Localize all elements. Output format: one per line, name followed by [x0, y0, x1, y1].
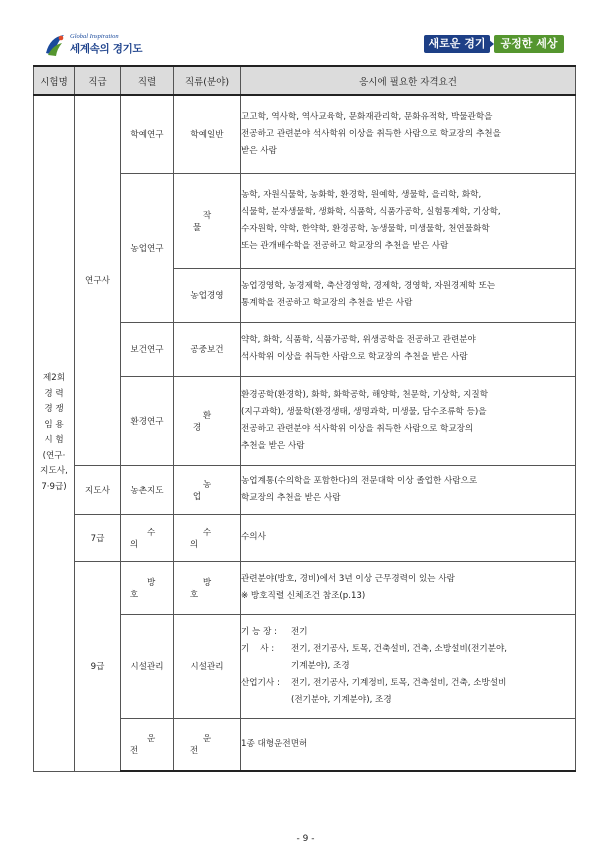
- requirement-line: 수의사: [241, 532, 266, 542]
- slogan-part-2: 공정한 세상: [494, 35, 564, 53]
- requirement-cell: [241, 173, 576, 268]
- series-cell: 학예연구: [121, 95, 174, 173]
- exam-name-line: 제2회: [42, 373, 66, 384]
- field-cell: 작 물: [174, 173, 241, 268]
- requirement-line: 추천을 받은 사람: [241, 440, 305, 451]
- requirement-line: 받은 사람: [241, 145, 277, 156]
- gyeonggi-logo: [44, 32, 174, 58]
- requirement-cell: [241, 322, 576, 376]
- series-cell: 보건연구: [121, 322, 174, 376]
- license-item: [241, 624, 575, 641]
- requirement-cell: [241, 376, 576, 465]
- requirement-cell: [241, 268, 576, 322]
- series-cell: 시설관리: [121, 614, 174, 718]
- requirement-line: 관련분야(방호, 경비)에서 3년 이상 근무경력이 있는 사람: [241, 573, 455, 584]
- exam-name-line: 시 험: [44, 435, 64, 446]
- requirement-cell: [241, 561, 576, 614]
- exam-name-line: (연구·: [42, 450, 66, 461]
- grade-cell: 연구사: [75, 95, 121, 465]
- exam-name-line: 경 력: [44, 388, 64, 399]
- grade-cell: 지도사: [75, 465, 121, 514]
- exam-name-line: 7·9급): [41, 481, 67, 492]
- license-value: (전기분야, 기계분야), 조경: [291, 694, 392, 705]
- header-series: 직렬: [121, 66, 174, 95]
- license-item: [241, 675, 575, 692]
- requirement-line: 전공하고 관련분야 석사학위 이상을 취득한 사람으로 학교장의: [241, 423, 474, 434]
- license-item: [241, 658, 575, 675]
- header-field: 직류(분야): [174, 66, 241, 95]
- field-cell: 방 호: [174, 561, 241, 614]
- requirement-line: 1종 대형운전면허: [241, 738, 308, 749]
- requirement-line: 전공하고 관련분야 석사학위 이상을 취득한 사람으로 학교장의 추천을: [241, 128, 501, 139]
- gyeonggi-emblem-icon: [44, 33, 66, 57]
- grade-cell: 9급: [75, 561, 121, 771]
- license-value: 전기: [291, 626, 308, 637]
- table-row: [34, 95, 576, 173]
- requirement-cell: [241, 465, 576, 514]
- requirement-line: 고고학, 역사학, 역사교육학, 문화재관리학, 문화유적학, 박물관학을: [241, 111, 493, 122]
- requirement-line: 석사학위 이상을 취득한 사람으로 학교장의 추천을 받은 사람: [241, 352, 468, 362]
- requirement-cell: [241, 614, 576, 718]
- exam-name-cell: [34, 95, 75, 771]
- requirement-line: 약학, 화학, 식품학, 식품가공학, 위생공학을 전공하고 관련분야: [241, 335, 476, 345]
- table-row: [34, 561, 576, 614]
- table-row: [34, 465, 576, 514]
- table-header-row: [34, 66, 576, 95]
- logo-subtitle: Global Inspiration: [70, 33, 119, 40]
- field-cell: 환 경: [174, 376, 241, 465]
- requirement-line: (지구과학), 생물학(환경생태, 생명과학, 미생물, 담수조류학 등)을: [241, 406, 487, 417]
- license-value: 전기, 전기공사, 기계정비, 토목, 건축설비, 건축, 소방설비: [291, 677, 507, 688]
- series-cell: 농촌지도: [121, 465, 174, 514]
- field-cell: 농업경영: [174, 268, 241, 322]
- header-requirements: 응시에 필요한 자격요건: [241, 66, 576, 95]
- license-label: 기 사 :: [241, 643, 275, 654]
- requirement-line: 또는 관개배수학을 전공하고 학교장의 추천을 받은 사람: [241, 240, 449, 251]
- requirement-line: 학교장의 추천을 받은 사람: [241, 492, 341, 503]
- requirement-line: 식물학, 분자생물학, 생화학, 식품학, 식품가공학, 실험통계학, 기상학,: [241, 206, 501, 217]
- exam-name-line: 지도사,: [40, 466, 68, 477]
- field-cell: 농 업: [174, 465, 241, 514]
- exam-name-line: 임 용: [44, 419, 64, 430]
- field-cell: 공중보건: [174, 322, 241, 376]
- field-cell: 운 전: [174, 718, 241, 771]
- grade-cell: 7급: [75, 514, 121, 561]
- requirement-line: 수자원학, 약학, 한약학, 환경공학, 농생물학, 미생물학, 천연물화학: [241, 223, 490, 234]
- requirement-cell: [241, 718, 576, 771]
- slogan-banner: [424, 35, 564, 53]
- series-cell: 운 전: [121, 718, 174, 771]
- license-label: 기 능 장 :: [241, 626, 277, 637]
- license-value: 전기, 전기공사, 토목, 건축설비, 건축, 소방설비(전기분야,: [291, 643, 508, 654]
- requirement-line: ※ 방호직렬 신체조건 참조(p.13): [241, 590, 366, 601]
- qualification-table: [33, 65, 576, 772]
- series-cell: 방 호: [121, 561, 174, 614]
- requirement-cell: [241, 95, 576, 173]
- license-label: 산업기사 :: [241, 677, 280, 688]
- header-grade: 직급: [75, 66, 121, 95]
- slogan-part-1: 새로운 경기: [424, 35, 490, 53]
- field-cell: 시설관리: [174, 614, 241, 718]
- license-item: [241, 641, 575, 658]
- requirement-line: 환경공학(환경학), 화학, 화학공학, 해양학, 천문학, 기상학, 지질학: [241, 389, 489, 400]
- requirement-cell: [241, 514, 576, 561]
- series-cell: 농업연구: [121, 173, 174, 322]
- field-cell: 학예일반: [174, 95, 241, 173]
- license-item: [241, 692, 575, 709]
- series-cell: 환경연구: [121, 376, 174, 465]
- logo-title: 세계속의 경기도: [70, 43, 143, 55]
- license-value: 기계분야), 조경: [291, 660, 350, 671]
- exam-name-line: 경 쟁: [44, 404, 64, 415]
- page-number: - 9 -: [296, 834, 315, 844]
- requirement-line: 통계학을 전공하고 학교장의 추천을 받은 사람: [241, 298, 413, 308]
- table-row: [34, 514, 576, 561]
- requirement-line: 농학, 자원식물학, 농화학, 환경학, 원예학, 생물학, 을리학, 화학,: [241, 189, 482, 200]
- header-exam-name: 시험명: [34, 66, 75, 95]
- series-cell: 수 의: [121, 514, 174, 561]
- requirement-line: 농업경영학, 농경제학, 축산경영학, 경제학, 경영학, 자원경제학 또는: [241, 281, 496, 291]
- requirement-line: 농업계통(수의학을 포함한다)의 전문대학 이상 졸업한 사람으로: [241, 475, 478, 486]
- field-cell: 수 의: [174, 514, 241, 561]
